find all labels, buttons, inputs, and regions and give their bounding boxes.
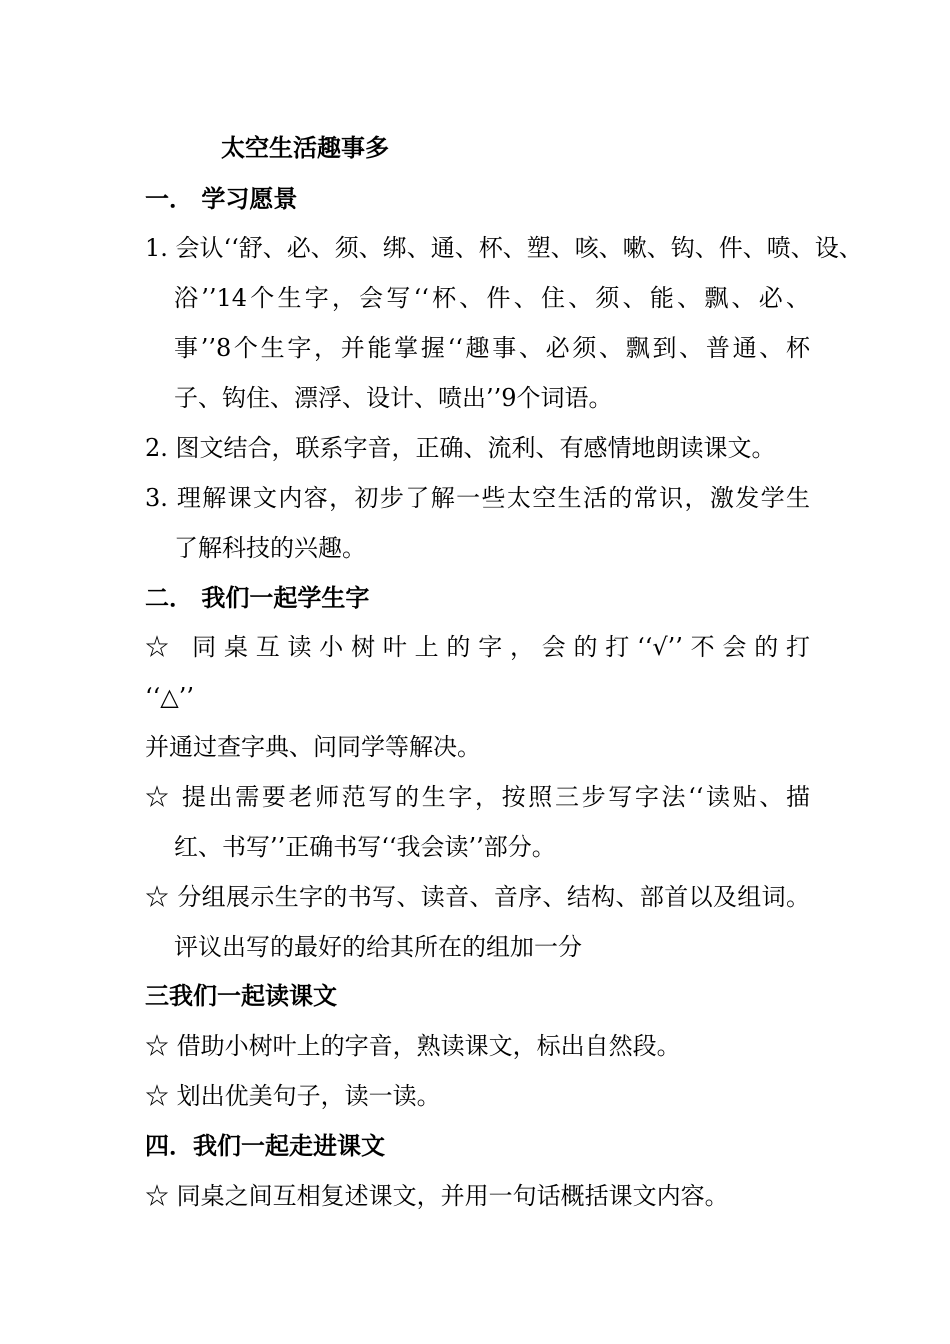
goal-item-3-line-1: 3. 理解课文内容，初步了解一些太空生活的常识，激发学生 xyxy=(145,484,810,512)
activity-1-line-3: 并通过查字典、问同学等解决。 xyxy=(145,733,481,761)
section-heading-4: 四．我们一起走进课文 xyxy=(145,1131,385,1160)
section-heading-1: 一． 学习愿景 xyxy=(145,184,298,213)
discussion-activity-1: ☆ 同桌之间互相复述课文，并用一句话概括课文内容。 xyxy=(145,1182,729,1210)
document-title: 太空生活趣事多 xyxy=(221,133,389,162)
goal-item-1-line-2: 浴’’14个生字，会写‘‘杯、件、住、须、能、飘、必、 xyxy=(174,284,810,312)
activity-2-line-2: 红、书写’’正确书写‘‘我会读’’部分。 xyxy=(174,833,556,861)
section-heading-3: 三我们一起读课文 xyxy=(145,981,337,1010)
activity-2-line-1: ☆ 提出需要老师范写的生字，按照三步写字法‘‘读贴、描 xyxy=(145,783,810,811)
reading-activity-1: ☆ 借助小树叶上的字音，熟读课文，标出自然段。 xyxy=(145,1032,681,1060)
activity-1-line-1: ☆ 同桌互读小树叶上的字，会的打‘‘√’’不会的打 xyxy=(145,633,810,661)
goal-item-1-line-1: 1. 会认‘‘舒、必、须、绑、通、杯、塑、咳、嗽、钩、件、喷、设、 xyxy=(145,234,863,262)
activity-3-line-1: ☆ 分组展示生字的书写、读音、音序、结构、部首以及组词。 xyxy=(145,883,810,911)
goal-item-3-line-2: 了解科技的兴趣。 xyxy=(174,534,366,562)
goal-item-1-line-4: 子、钩住、漂浮、设计、喷出’’9个词语。 xyxy=(174,384,613,412)
goal-item-2: 2. 图文结合，联系字音，正确、流利、有感情地朗读课文。 xyxy=(145,434,776,462)
section-heading-2: 二． 我们一起学生字 xyxy=(145,583,370,612)
activity-3-line-2: 评议出写的最好的给其所在的组加一分 xyxy=(174,933,582,961)
activity-1-line-2: ‘‘△’’ xyxy=(145,683,194,711)
reading-activity-2: ☆ 划出优美句子，读一读。 xyxy=(145,1082,441,1110)
goal-item-1-line-3: 事’’8个生字，并能掌握‘‘趣事、必须、飘到、普通、杯 xyxy=(174,334,810,362)
